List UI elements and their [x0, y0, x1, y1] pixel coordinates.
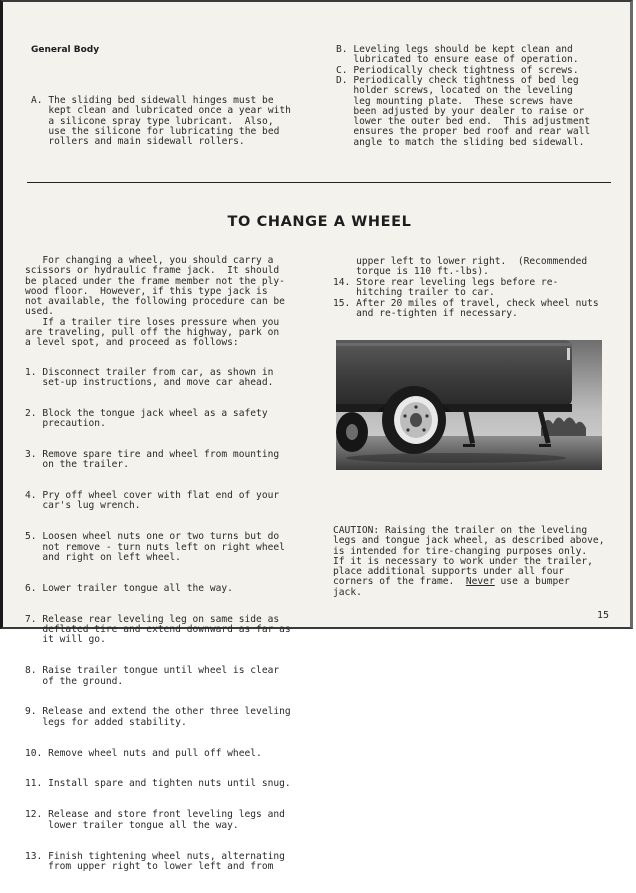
section-label: General Body	[31, 45, 100, 55]
section-divider	[27, 182, 611, 183]
step-item: 4. Pry off wheel cover with flat end of your car's lug wrench.	[25, 490, 280, 512]
maintenance-item-a: A. The sliding bed sidewall hinges must be kept clean and lubricated once a year with a silicone spray type lubricant. Also, use the silicone for lubricating the bed rollers and main sidewall rollers.	[31, 95, 291, 148]
intro-paragraph: For changing a wheel, you should carry a scissors or hydraulic frame jack. It should be placed under the frame member not the ply- wood floor. However, if this type jack is not available, the following procedure can be used. If a trailer tire loses pressure when you are traveling, pull off the highway, park on a level spot, and proceed as follows:	[25, 255, 285, 349]
caution-text-end: use a bumper jack.	[333, 576, 570, 598]
step-13-continued: upper left to lower right. (Recommended torque is 110 ft.-lbs).	[356, 256, 588, 278]
section-title: TO CHANGE A WHEEL	[227, 214, 412, 230]
step-list	[25, 347, 291, 893]
step-item: 2. Block the tongue jack wheel as a safety precaution.	[25, 407, 268, 430]
step-item: 7. Release rear leveling leg on same side as deflated tire and extend downward as far as it will go.	[25, 613, 291, 646]
step-item: 12. Release and store front leveling legs and lower trailer tongue all the way.	[25, 809, 285, 831]
step-item: 11. Install spare and tighten nuts until snug.	[25, 778, 291, 790]
step-item: 8. Raise trailer tongue until wheel is clear of the ground.	[25, 665, 280, 687]
page-number: 15	[597, 610, 610, 621]
maintenance-item-d: D. Periodically check tightness of bed leg holder screws, located on the leveling leg mounting plate. These screws have been adjusted by your dealer to raise or lower the outer bed end. This adjustment ensures the proper bed roof and rear wall angle to match the sliding bed sidewall.	[336, 75, 591, 148]
maintenance-item-b: B. Leveling legs should be kept clean and lubricated to ensure ease of operation.	[336, 44, 579, 66]
step-item: 10. Remove wheel nuts and pull off wheel.	[25, 747, 262, 759]
step-item: 1. Disconnect trailer from car, as shown in set-up instructions, and move car ahead.	[25, 366, 274, 388]
step-item: 5. Loosen wheel nuts one or two turns but do not remove - turn nuts left on right wheel and right on left wheel.	[25, 531, 285, 563]
step-item: 9. Release and extend the other three leveling legs for added stability.	[25, 706, 291, 728]
step-14: 14. Store rear leveling legs before re- hitching trailer to car.	[333, 277, 559, 299]
caution-note	[333, 526, 604, 598]
step-item: 6. Lower trailer tongue all the way.	[25, 582, 233, 594]
caution-text: CAUTION: Raising the trailer on the leveling legs and tongue jack wheel, as described above, is intended for tire-changing purposes only. If it is necessary to work under the trailer, place additional supports under all four corners of the frame.	[333, 525, 605, 588]
step-15: 15. After 20 miles of travel, check wheel nuts and re-tighten if necessary.	[333, 298, 599, 320]
step-item: 3. Remove spare tire and wheel from mounting on the trailer.	[25, 448, 280, 471]
step-item: 13. Finish tightening wheel nuts, alternating from upper right to lower left and from	[25, 850, 285, 872]
caution-emphasis: Never	[465, 576, 495, 588]
maintenance-item-c: C. Periodically check tightness of screws.	[336, 65, 579, 76]
trailer-photo	[336, 340, 602, 470]
